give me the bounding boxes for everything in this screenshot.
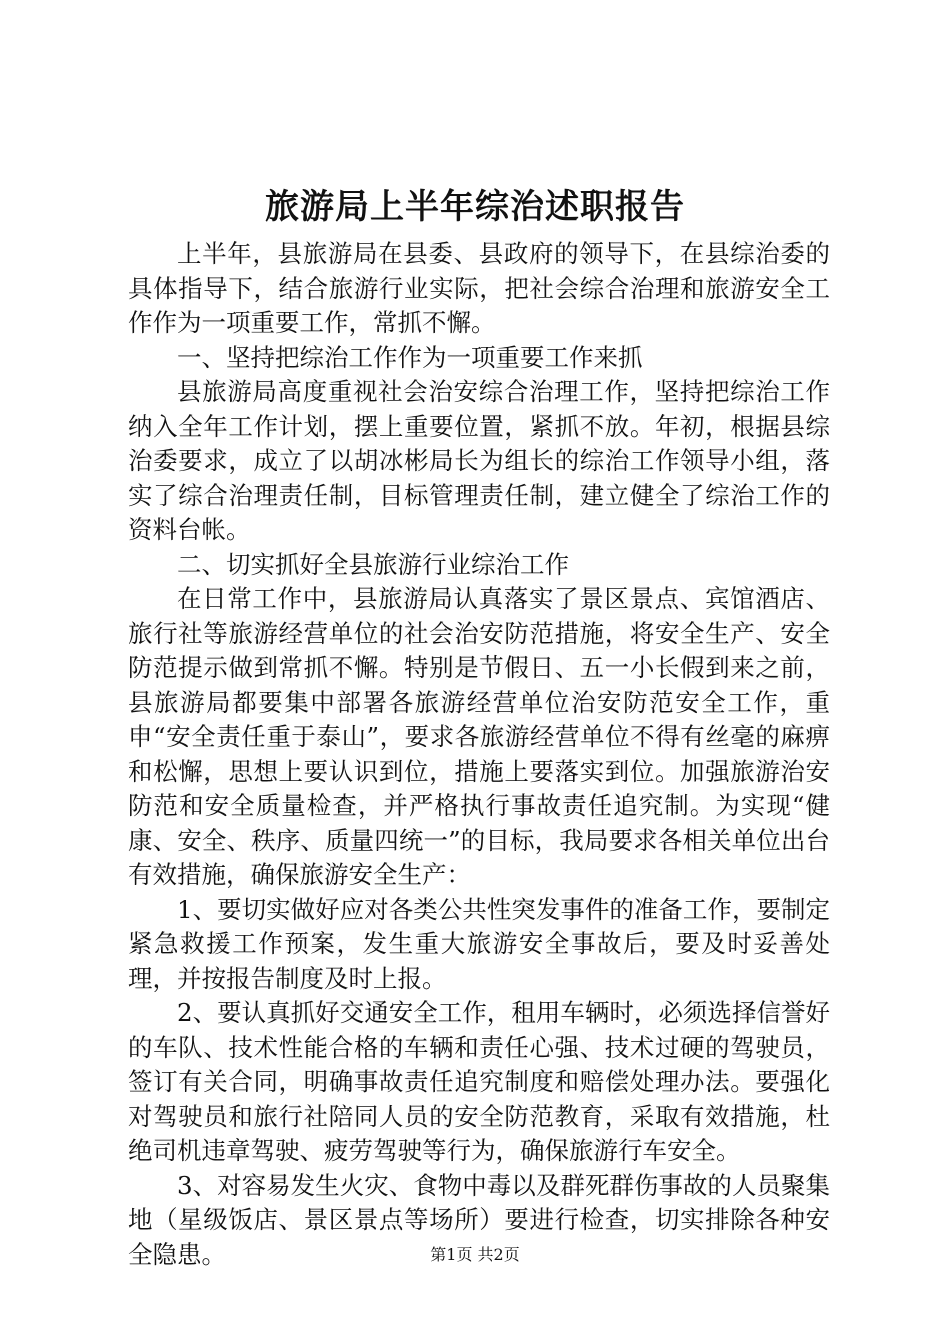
list-item-2: 2、要认真抓好交通安全工作，租用车辆时，必须选择信誉好的车队、技术性能合格的车辆和责任心强、技术过硬的驾驶员，签订有关合同，明确事故责任追究制度和赔偿处理办法。要强化对驾驶员和旅行社陪同人员的安全防范教育，采取有效措施，杜绝司机违章驾驶、疲劳驾驶等行为，确保旅游行车安全。 xyxy=(128,998,830,1165)
list-item-3: 3、对容易发生火灾、食物中毒以及群死群伤事故的人员聚集地（星级饭店、景区景点等场所）要进行检查，切实排除各种安全隐患。 xyxy=(128,1170,830,1269)
paragraph-intro: 上半年，县旅游局在县委、县政府的领导下，在县综治委的具体指导下，结合旅游行业实际，把社会综合治理和旅游安全工作作为一项重要工作，常抓不懈。 xyxy=(128,239,830,337)
paragraph-section-1: 县旅游局高度重视社会治安综合治理工作，坚持把综治工作纳入全年工作计划，摆上重要位置，紧抓不放。年初，根据县综治委要求，成立了以胡冰彬局长为组长的综治工作领导小组，落实了综合治理责任制，目标管理责任制，建立健全了综治工作的资料台帐。 xyxy=(128,377,830,544)
section-heading-2: 二、切实抓好全县旅游行业综治工作 xyxy=(177,549,569,579)
paragraph-section-2: 在日常工作中，县旅游局认真落实了景区景点、宾馆酒店、旅行社等旅游经营单位的社会治安防范措施，将安全生产、安全防范提示做到常抓不懈。特别是节假日、五一小长假到来之前，县旅游局都要集中部署各旅游经营单位治安防范安全工作，重申“安全责任重于泰山”，要求各旅游经营单位不得有丝毫的麻痹和松懈，思想上要认识到位，措施上要落实到位。加强旅游治安防范和安全质量检查，并严格执行事故责任追究制。为实现“健康、安全、秩序、质量四统一”的目标，我局要求各相关单位出台有效措施，确保旅游安全生产： xyxy=(128,584,830,889)
page-footer: 第1页 共2页 xyxy=(430,1245,520,1264)
document-body xyxy=(128,237,830,1272)
list-item-1: 1、要切实做好应对各类公共性突发事件的准备工作，要制定紧急救援工作预案，发生重大旅游安全事故后，要及时妥善处理，并按报告制度及时上报。 xyxy=(128,894,830,993)
section-heading-1: 一、坚持把综治工作作为一项重要工作来抓 xyxy=(177,342,643,372)
document-title: 旅游局上半年综治述职报告 xyxy=(265,187,685,227)
